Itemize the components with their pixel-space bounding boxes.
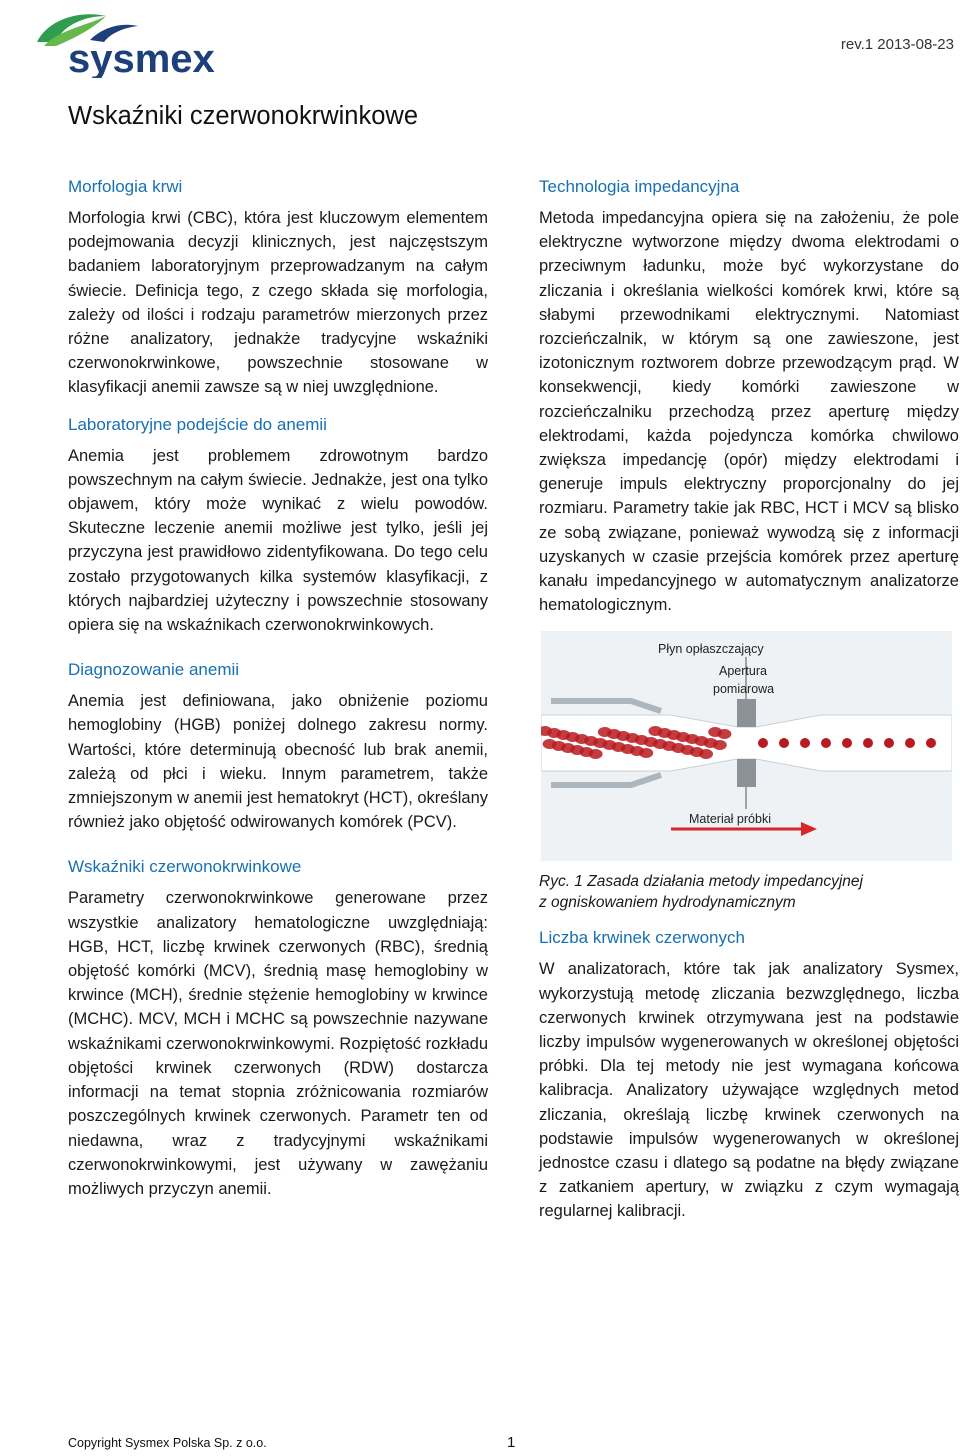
impedance-diagram xyxy=(541,631,952,861)
section-heading: Technologia impedancyjna xyxy=(539,177,740,196)
section-body: W analizatorach, które tak jak analizatory Sysmex, wykorzystują metodę zliczania bezwzględnego, liczba czerwonych krwinek otrzymywana jest na podstawie liczby impulsów wygenerowanych w określonej objętości próbki. Dla tej metody nie jest wymagana końcowa kalibracja. Analizatory używające względnych metod zliczania, określają liczbę krwinek czerwonych na podstawie impulsów wygenerowanych w określonej jednostce czasu i dlatego są podatne na błędy związane z zatkaniem apertury, w związku z czym wymagają regularnej kalibracji. xyxy=(539,960,959,1221)
section-technologia xyxy=(539,176,959,617)
section-heading: Diagnozowanie anemii xyxy=(68,660,240,680)
right-column xyxy=(539,176,959,1238)
page-title: Wskaźniki czerwonokrwinkowe xyxy=(68,102,419,130)
section-heading: Laboratoryjne podejście do anemii xyxy=(68,414,327,434)
logo-text: sysmex xyxy=(68,37,215,78)
red-cell xyxy=(863,738,873,748)
section-diagnozowanie xyxy=(68,659,488,834)
page-number: 1 xyxy=(507,1434,516,1451)
label-aperture-2: pomiarowa xyxy=(713,682,775,697)
aperture-bottom xyxy=(737,759,756,787)
red-cell xyxy=(884,738,894,748)
red-cell xyxy=(926,738,936,748)
red-cell xyxy=(779,738,789,748)
label-sample: Materiał próbki xyxy=(689,812,771,827)
section-laboratoryjne xyxy=(68,414,488,638)
section-morfologia xyxy=(68,176,488,400)
sample-arrow-head xyxy=(801,822,817,836)
label-aperture-1: Apertura xyxy=(719,664,767,679)
section-body: Morfologia krwi (CBC), która jest kluczowym elementem podejmowania decyzji klinicznych, jest najczęstszym badaniem laboratoryjnym przeprowadzanym na całym świecie. Definicja tego, z czego składa się morfologia, zależy od ilości i rodzaju parametrów mierzonych przez różne analizatory, jednakże tradycyjne wskaźniki czerwonokrwinkowe, powszechnie stosowane w klasyfikacji anemii zawsze są w niej uwzględnione. xyxy=(68,209,488,397)
red-cell xyxy=(639,748,653,758)
label-sheath: Płyn opłaszczający xyxy=(658,642,764,657)
sheath-arrow-top xyxy=(551,701,661,711)
sysmex-logo xyxy=(34,6,234,78)
impedance-figure xyxy=(541,631,952,861)
section-wskazniki xyxy=(68,856,488,1201)
red-cell xyxy=(699,749,713,759)
red-cell xyxy=(713,740,727,750)
section-heading: Liczba krwinek czerwonych xyxy=(539,928,745,948)
footer-copyright: Copyright Sysmex Polska Sp. z o.o. xyxy=(68,1436,267,1450)
section-body: Metoda impedancyjna opiera się na założeniu, że pole elektryczne wytworzone między dwoma elektrodami o przeciwnym ładunku, może być wykorzystane do zliczania i określania wielkości komórek krwi, które są słabymi przewodnikami elektrycznymi. Natomiast rozcieńczalnik, w którym są one zawieszone, jest izotonicznym roztworem dobrze przewodzącym prąd. W konsekwencji, kiedy komórki zawieszone w rozcieńczalniku przechodzą przez aperturę między elektrodami, każda pojedyncza komórka chwilowo zwiększa impedancję (opór) między elektrodami i generuje impuls elektryczny proporcjonalny do jej rozmiaru. Parametry takie jak RBC, HCT i MCV są blisko ze sobą związane, ponieważ wywodzą się z informacji uzyskanych w czasie przejścia komórek przez aperturę kanału impedancyjnego w automatycznym analizatorze hematologicznym. xyxy=(539,209,959,615)
red-cell xyxy=(821,738,831,748)
red-cell xyxy=(905,738,915,748)
section-body: Anemia jest definiowana, jako obniżenie poziomu hemoglobiny (HGB) poniżej dolnego zakresu normy. Wartości, które determinują obecność lub brak anemii, zależą od płci i wieku. Innym parametrem, także zmniejszonym w anemii jest hematokryt (HCT), określany również jako objętość odwirowanych komórek (PCV). xyxy=(68,692,488,832)
red-cell xyxy=(758,738,768,748)
left-column xyxy=(68,176,488,1215)
red-cell xyxy=(589,749,603,759)
red-cell xyxy=(842,738,852,748)
sheath-arrow-bottom xyxy=(551,775,661,785)
red-cell xyxy=(717,729,731,739)
caption-line-2: z ogniskowaniem hydrodynamicznym xyxy=(539,894,796,912)
aperture-top xyxy=(737,699,756,727)
figure-caption xyxy=(539,871,959,913)
red-cell xyxy=(800,738,810,748)
section-body: Anemia jest problemem zdrowotnym bardzo powszechnym na całym świecie. Jednakże, jest ona tylko objawem, który może wynikać z wielu powodów. Skuteczne leczenie anemii możliwe jest tylko, jeśli jej przyczyna jest prawidłowo zidentyfikowana. Do tego celu zostało przygotowanych kilka systemów klasyfikacji, z których najbardziej użyteczny i powszechnie stosowany opiera się na wskaźnikach czerwonokrwinkowych. xyxy=(68,446,488,635)
section-heading: Morfologia krwi xyxy=(68,177,183,196)
revision-label: rev.1 2013-08-23 xyxy=(840,36,954,53)
section-heading: Wskaźniki czerwonokrwinkowe xyxy=(68,857,302,877)
section-liczba-krwinek xyxy=(539,927,959,1223)
section-body: Parametry czerwonokrwinkowe generowane przez wszystkie analizatory hematologiczne uwzględniają: HGB, HCT, liczbę krwinek czerwonych (RBC), średnią objętość komórki (MCV), średnią masę hemoglobiny w krwince (MCH), średnie stężenie hemoglobiny w krwince (MCHC). MCV, MCH i MCHC są powszechnie nazywane wskaźnikami czerwonokrwinkowymi. Rozpiętość rozkładu objętości krwinek czerwonych (RDW) dostarcza informacji na temat stopnia zróżnicowania rozmiarów poszczególnych krwinek czerwonych. Parametr ten od niedawna, wraz z tradycyjnymi wskaźnikami czerwonokrwinkowymi, jest używany w zawężaniu możliwych przyczyn anemii. xyxy=(68,889,488,1198)
caption-line-1: Ryc. 1 Zasada działania metody impedancyjnej xyxy=(539,873,863,891)
